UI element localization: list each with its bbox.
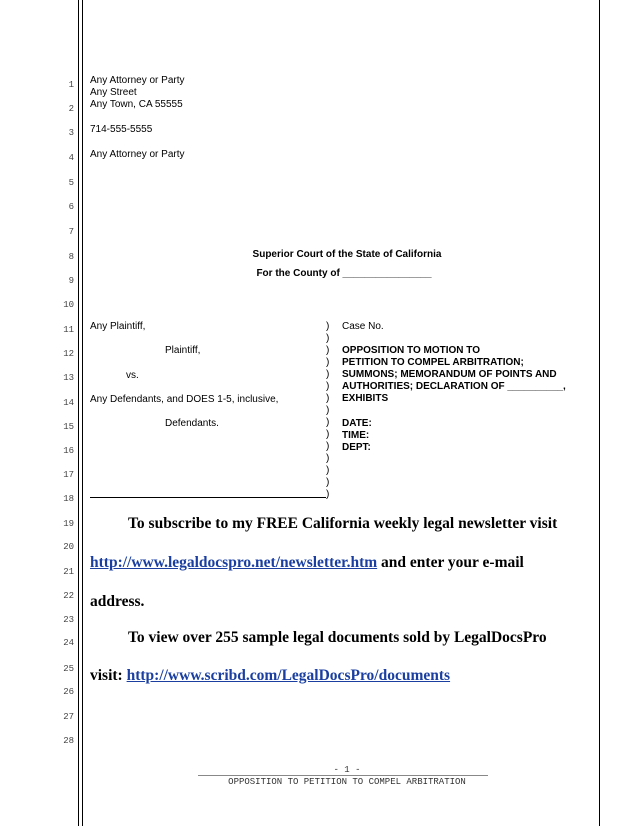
court-county: For the County of ________________	[256, 268, 432, 279]
caption-paren: )	[326, 477, 330, 488]
case-number-label: Case No.	[342, 321, 384, 332]
newsletter-paragraph-end: address.	[90, 593, 145, 610]
document-title-line-1: OPPOSITION TO MOTION TO	[342, 345, 480, 356]
line-number: 18	[63, 494, 74, 504]
documents-link[interactable]: http://www.scribd.com/LegalDocsPro/documents	[126, 667, 451, 684]
caption-paren: )	[326, 357, 330, 368]
court-name: Superior Court of the State of California	[252, 249, 442, 260]
documents-link-prefix: visit:	[90, 667, 123, 684]
caption-paren: )	[326, 417, 330, 428]
line-number: 24	[63, 638, 74, 648]
line-number: 9	[68, 276, 74, 286]
versus: vs.	[126, 370, 139, 381]
line-number: 19	[63, 519, 74, 529]
document-title-line-2: PETITION TO COMPEL ARBITRATION;	[342, 357, 524, 368]
attorney-street: Any Street	[90, 87, 137, 98]
line-number: 10	[63, 300, 74, 310]
caption-paren: )	[326, 381, 330, 392]
attorney-name: Any Attorney or Party	[90, 75, 185, 86]
caption-paren: )	[326, 429, 330, 440]
line-number: 21	[63, 567, 74, 577]
document-title-line-3: SUMMONS; MEMORANDUM OF POINTS AND	[342, 369, 557, 380]
newsletter-link[interactable]: http://www.legaldocspro.net/newsletter.htm	[90, 554, 378, 571]
caption-paren: )	[326, 345, 330, 356]
line-number: 25	[63, 664, 74, 674]
attorney-for: Any Attorney or Party	[90, 149, 185, 160]
line-number: 11	[63, 325, 74, 335]
line-number: 3	[68, 128, 74, 138]
defendant-name: Any Defendants, and DOES 1-5, inclusive,	[90, 394, 279, 405]
newsletter-link-line	[90, 554, 524, 572]
documents-link-line	[90, 667, 450, 685]
caption-paren: )	[326, 369, 330, 380]
plaintiff-name: Any Plaintiff,	[90, 321, 146, 332]
caption-paren: )	[326, 441, 330, 452]
caption-paren: )	[326, 489, 330, 500]
page-number: - 1 -	[333, 765, 361, 775]
document-title-line-5: EXHIBITS	[342, 393, 389, 404]
line-number: 5	[68, 178, 74, 188]
newsletter-link-rest: and enter your e-mail	[381, 554, 524, 571]
hearing-time-label: TIME:	[342, 430, 370, 441]
hearing-dept-label: DEPT:	[342, 442, 371, 453]
caption-paren: )	[326, 333, 330, 344]
line-number: 22	[63, 591, 74, 601]
left-margin-rule	[78, 0, 79, 826]
attorney-city: Any Town, CA 55555	[90, 99, 183, 110]
plaintiff-role: Plaintiff,	[165, 345, 201, 356]
line-number: 14	[63, 398, 74, 408]
line-number: 27	[63, 712, 74, 722]
line-number: 6	[68, 202, 74, 212]
line-number: 1	[68, 80, 74, 90]
documents-paragraph: To view over 255 sample legal documents sold by LegalDocsPro	[128, 629, 547, 646]
newsletter-paragraph: To subscribe to my FREE California weekly legal newsletter visit	[128, 515, 558, 532]
line-number: 7	[68, 227, 74, 237]
line-number: 23	[63, 615, 74, 625]
defendant-role: Defendants.	[165, 418, 219, 429]
line-number: 2	[68, 104, 74, 114]
line-number: 13	[63, 373, 74, 383]
left-margin-rule-inner	[82, 0, 83, 826]
line-number: 15	[63, 422, 74, 432]
right-margin-rule	[599, 0, 600, 826]
line-number: 8	[68, 252, 74, 262]
caption-paren: )	[326, 393, 330, 404]
caption-underline	[90, 497, 326, 498]
document-title-line-4: AUTHORITIES; DECLARATION OF __________,	[342, 381, 566, 392]
caption-paren: )	[326, 453, 330, 464]
line-number: 17	[63, 470, 74, 480]
line-number: 20	[63, 542, 74, 552]
caption-paren: )	[326, 465, 330, 476]
caption-paren: )	[326, 405, 330, 416]
footer-title: OPPOSITION TO PETITION TO COMPEL ARBITRATION	[228, 777, 466, 787]
hearing-date-label: DATE:	[342, 418, 372, 429]
line-number: 4	[68, 153, 74, 163]
line-number: 28	[63, 736, 74, 746]
footer-rule	[198, 775, 488, 776]
caption-paren: )	[326, 321, 330, 332]
attorney-phone: 714-555-5555	[90, 124, 153, 135]
line-number: 12	[63, 349, 74, 359]
line-number: 26	[63, 687, 74, 697]
line-number: 16	[63, 446, 74, 456]
